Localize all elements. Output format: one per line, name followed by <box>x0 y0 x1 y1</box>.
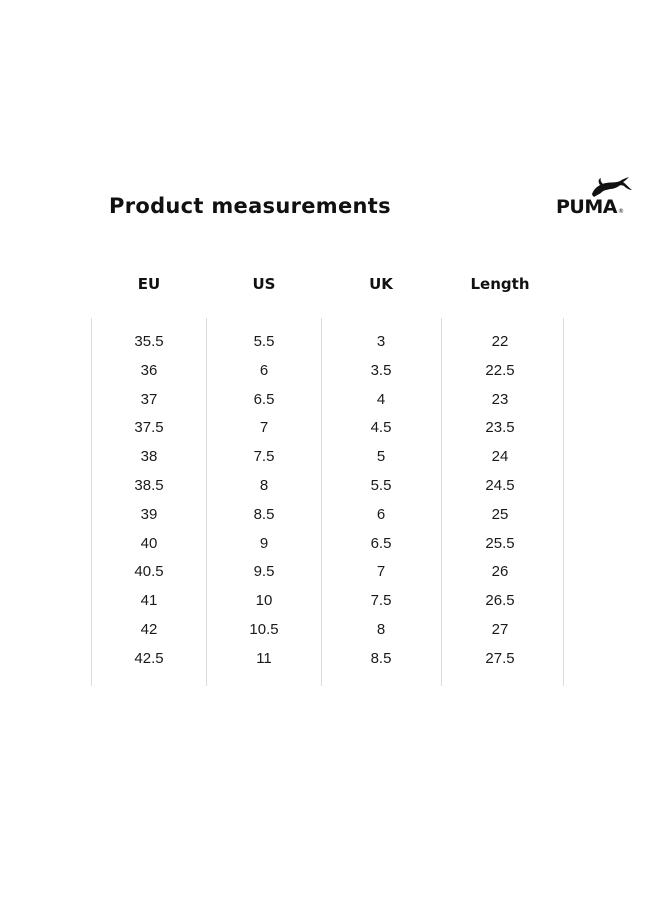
cell-us: 5.5 <box>253 333 275 350</box>
cell-eu: 41 <box>140 592 158 610</box>
cell-uk: 4.5 <box>370 419 392 437</box>
cell-us: 9 <box>259 534 269 552</box>
cell-uk: 6.5 <box>370 534 392 552</box>
cell-eu: 35.5 <box>134 333 164 350</box>
cell-uk: 3 <box>376 333 386 350</box>
cell-uk: 8.5 <box>370 649 392 667</box>
cell-uk: 7.5 <box>370 592 392 610</box>
cell-us: 10.5 <box>249 621 279 638</box>
cell-us: 11 <box>256 649 272 667</box>
brand-wordmark <box>556 196 623 218</box>
cell-length: 27.5 <box>485 649 515 667</box>
cell-length: 24 <box>491 448 509 466</box>
column-header-length: Length <box>470 275 530 293</box>
cell-us: 7 <box>259 419 269 437</box>
cell-eu: 37.5 <box>134 419 164 437</box>
cell-eu: 38.5 <box>134 477 164 494</box>
cell-length: 23.5 <box>485 419 515 437</box>
cell-eu: 39 <box>140 505 158 523</box>
cell-us: 9.5 <box>253 563 275 581</box>
cell-eu: 36 <box>140 361 158 379</box>
cell-eu: 42 <box>140 621 158 638</box>
cell-eu: 37 <box>140 390 158 408</box>
cell-uk: 5 <box>376 448 386 466</box>
cell-eu: 40.5 <box>134 563 164 581</box>
cell-uk: 6 <box>376 505 386 523</box>
cell-length: 22.5 <box>485 361 515 379</box>
cell-length: 25.5 <box>485 534 515 552</box>
cell-uk: 7 <box>376 563 386 581</box>
cell-length: 22 <box>491 333 509 350</box>
cell-length: 26 <box>491 563 509 581</box>
column-divider <box>91 318 92 686</box>
registered-mark: ® <box>617 208 624 215</box>
cell-length: 27 <box>491 621 509 638</box>
column-header-eu: EU <box>137 275 161 293</box>
cell-length: 24.5 <box>485 477 515 494</box>
column-divider <box>321 318 322 686</box>
column-header-uk: UK <box>369 275 393 293</box>
cell-eu: 42.5 <box>134 649 164 667</box>
column-divider <box>563 318 564 686</box>
page-title: Product measurements <box>109 194 391 218</box>
cell-length: 23 <box>491 390 509 408</box>
column-divider <box>441 318 442 686</box>
cell-us: 10 <box>255 592 273 610</box>
cell-length: 26.5 <box>485 592 515 610</box>
brand-name: PUMA <box>556 196 617 218</box>
column-divider <box>206 318 207 686</box>
cell-uk: 8 <box>376 621 386 638</box>
cell-uk: 5.5 <box>370 477 392 494</box>
column-header-us: US <box>252 275 276 293</box>
cell-eu: 38 <box>140 448 158 466</box>
puma-logo <box>556 176 636 218</box>
cell-us: 7.5 <box>253 448 275 466</box>
cell-us: 6.5 <box>253 390 275 408</box>
cell-uk: 3.5 <box>370 361 392 379</box>
cell-us: 8 <box>259 477 269 494</box>
cell-us: 6 <box>259 361 269 379</box>
cell-eu: 40 <box>140 534 158 552</box>
cell-length: 25 <box>491 505 509 523</box>
cell-us: 8.5 <box>253 505 275 523</box>
cell-uk: 4 <box>376 390 386 408</box>
